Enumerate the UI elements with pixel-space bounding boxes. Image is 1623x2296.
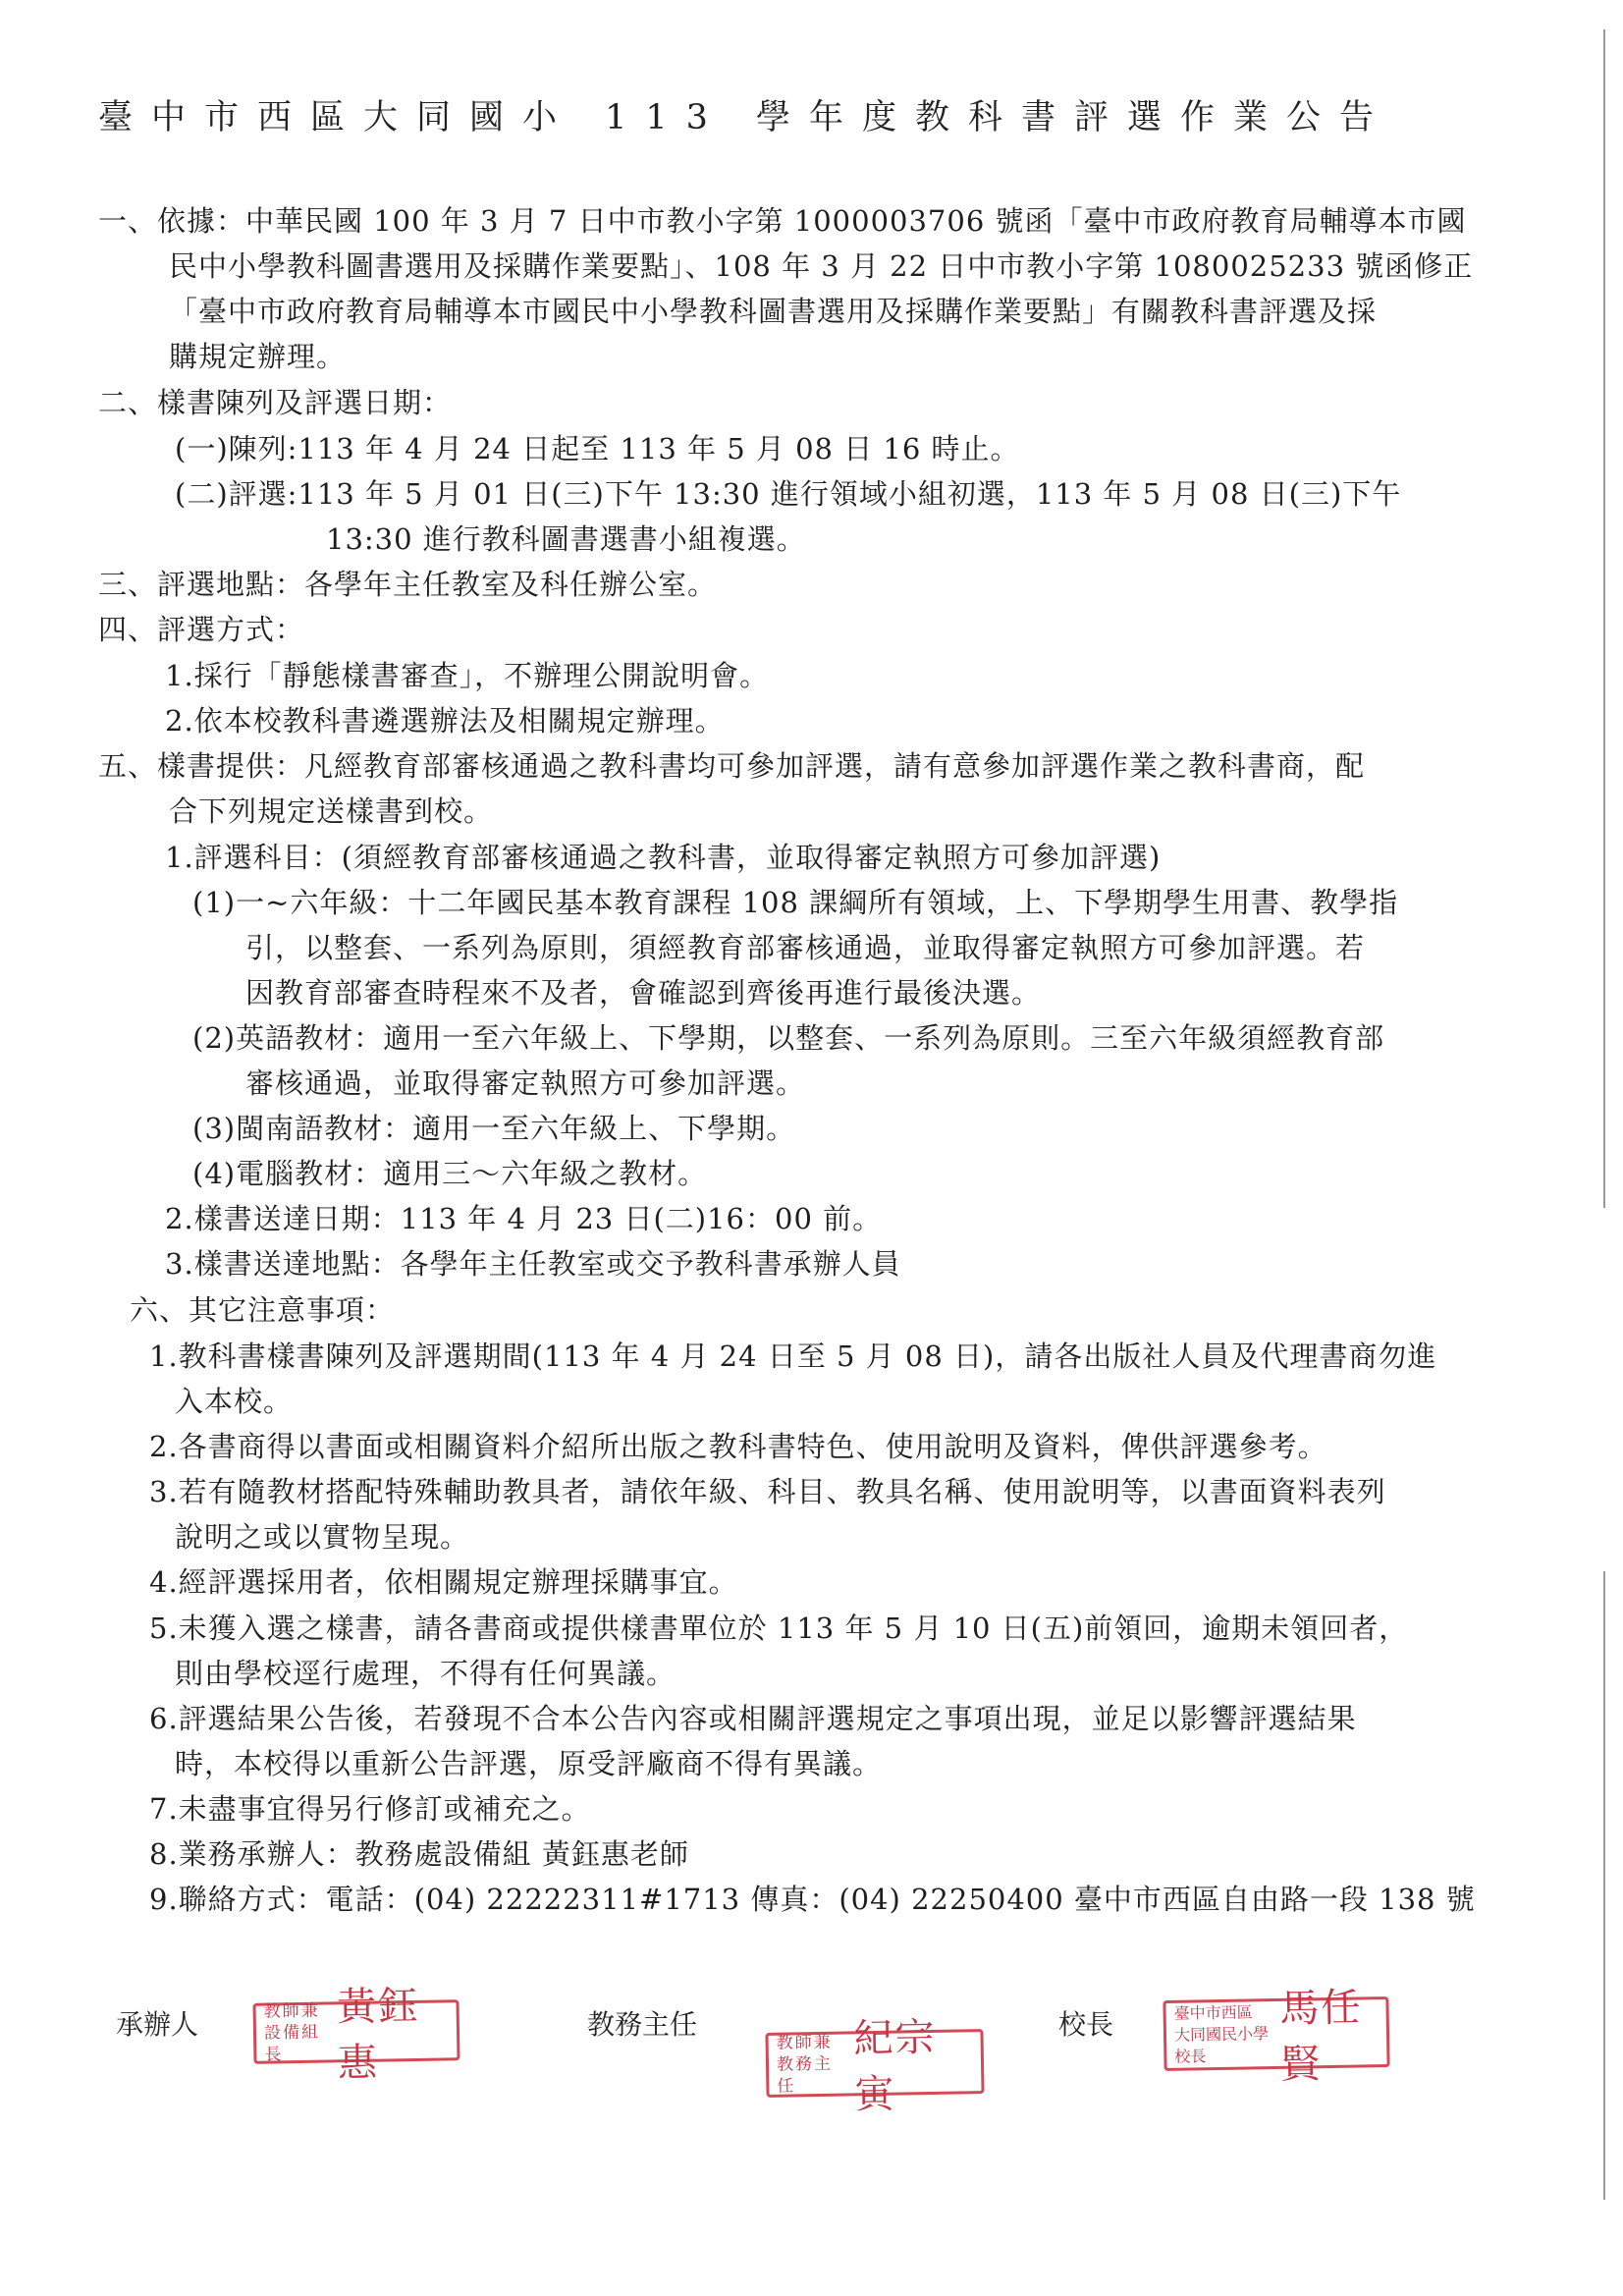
body-line: 6.評選結果公告後，若發現不合本公告內容或相關評選規定之事項出現，並足以影響評選結果 [149, 1702, 1357, 1735]
body-line: 2.各書商得以書面或相關資料介紹所出版之教科書特色、使用說明及資料，俾供評選參考。 [149, 1430, 1327, 1463]
body-line: 1.教科書樣書陳列及評選期間(113 年 4 月 24 日至 5 月 08 日)，請各出版社人員及代理書商勿進 [149, 1339, 1437, 1373]
body-line: 因教育部審查時程來不及者，會確認到齊後再進行最後決選。 [245, 976, 1042, 1010]
body-line: 四、評選方式： [98, 613, 305, 646]
body-line: 9.聯絡方式：電話：(04) 22222311#1713 傳真：(04) 22250400 臺中市西區自由路一段 138 號 [149, 1883, 1476, 1916]
scan-edge-line-lower [1603, 1571, 1605, 2200]
body-line: 8.業務承辦人：教務處設備組 黃鈺惠老師 [149, 1837, 689, 1871]
body-line: (2)英語教材：適用一至六年級上、下學期，以整套、一系列為原則。三至六年級須經教育部 [192, 1021, 1385, 1055]
body-line: 購規定辦理。 [169, 340, 347, 373]
body-line: (1)一~六年級：十二年國民基本教育課程 108 課綱所有領域，上、下學期學生用書、教學指 [192, 886, 1399, 919]
principal-label: 校長 [1058, 2008, 1114, 2041]
handler-seal-stamp [252, 1983, 460, 2087]
body-line: 4.經評選採用者，依相關規定辦理採購事宜。 [149, 1565, 738, 1599]
director-seal-title-1: 教師兼 [776, 2032, 833, 2053]
document-title: 臺中市西區大同國小 113 學年度教科書評選作業公告 [98, 98, 1393, 137]
body-line: 一、依據：中華民國 100 年 3 月 7 日中市教小字第 1000003706 號函「臺中市政府教育局輔導本市國 [98, 204, 1467, 238]
handler-seal-title-2: 設備組長 [263, 2022, 321, 2065]
body-line: 審核通過，並取得審定執照方可參加評選。 [245, 1066, 806, 1100]
body-line: 1.評選科目：(須經教育部審核通過之教科書，並取得審定執照方可參加評選) [165, 841, 1162, 874]
principal-seal-name: 馬任賢 [1278, 1985, 1363, 2088]
academic-director-label: 教務主任 [587, 2008, 698, 2041]
body-line: (4)電腦教材：適用三～六年級之教材。 [192, 1157, 708, 1190]
body-line: 民中小學教科圖書選用及採購作業要點」、108 年 3 月 22 日中市教小字第 1080025233 號函修正 [169, 249, 1474, 283]
director-seal-stamp [765, 2014, 984, 2118]
body-line: 1.採行「靜態樣書審查」，不辦理公開說明會。 [165, 659, 770, 692]
body-line: 入本校。 [175, 1385, 294, 1418]
handler-seal-name: 黃鈺惠 [336, 1983, 420, 2087]
principal-seal-title-2: 大同國民小學校長 [1173, 2024, 1270, 2066]
body-line: 引，以整套、一系列為原則，須經教育部審核通過，並取得審定執照方可參加評選。若 [245, 931, 1366, 964]
body-line: 5.未獲入選之樣書，請各書商或提供樣書單位於 113 年 5 月 10 日(五)前領回，逾期未領回者， [149, 1612, 1409, 1645]
body-line: (一)陳列:113 年 4 月 24 日起至 113 年 5 月 08 日 16 時止。 [175, 432, 1020, 465]
body-line: 2.依本校教科書遴選辦法及相關規定辦理。 [165, 704, 725, 738]
body-line: 3.樣書送達地點：各學年主任教室或交予教科書承辦人員 [165, 1247, 901, 1281]
body-line: 則由學校逕行處理，不得有任何異議。 [175, 1657, 676, 1690]
body-line: 「臺中市政府教育局輔導本市國民中小學教科圖書選用及採購作業要點」有關教科書評選及採 [169, 295, 1378, 328]
body-line: 3.若有隨教材搭配特殊輔助教具者，請依年級、科目、教具名稱、使用說明等，以書面資料表列 [149, 1475, 1386, 1508]
scan-edge-line [1603, 29, 1605, 1208]
body-line: 時，本校得以重新公告評選，原受評廠商不得有異議。 [175, 1747, 883, 1780]
body-line: 三、評選地點：各學年主任教室及科任辦公室。 [98, 568, 718, 601]
body-line: 13:30 進行教科圖書選書小組複選。 [326, 522, 806, 556]
body-line: 五、樣書提供：凡經教育部審核通過之教科書均可參加評選，請有意參加評選作業之教科書商，配 [98, 749, 1366, 783]
handler-seal-title-1: 教師兼 [263, 2000, 320, 2022]
body-line: 合下列規定送樣書到校。 [169, 794, 494, 828]
body-line: (二)評選:113 年 5 月 01 日(三)下午 13:30 進行領域小組初選，113 年 5 月 08 日(三)下午 [175, 477, 1402, 511]
director-seal-name: 紀宗寅 [853, 2014, 937, 2118]
handler-label: 承辦人 [116, 2008, 199, 2041]
body-line: 7.未盡事宜得另行修訂或補充之。 [149, 1792, 591, 1826]
body-line: 二、樣書陳列及評選日期： [98, 386, 453, 419]
principal-seal-stamp [1163, 1985, 1389, 2088]
director-seal-title-2: 教務主任 [776, 2053, 834, 2097]
principal-seal-title-1: 臺中市西區 [1173, 2002, 1253, 2023]
body-line: 說明之或以實物呈現。 [175, 1520, 470, 1554]
body-line: 2.樣書送達日期：113 年 4 月 23 日(二)16：00 前。 [165, 1202, 883, 1235]
body-line: (3)閩南語教材：適用一至六年級上、下學期。 [192, 1112, 796, 1145]
body-line: 六、其它注意事項： [130, 1293, 396, 1327]
